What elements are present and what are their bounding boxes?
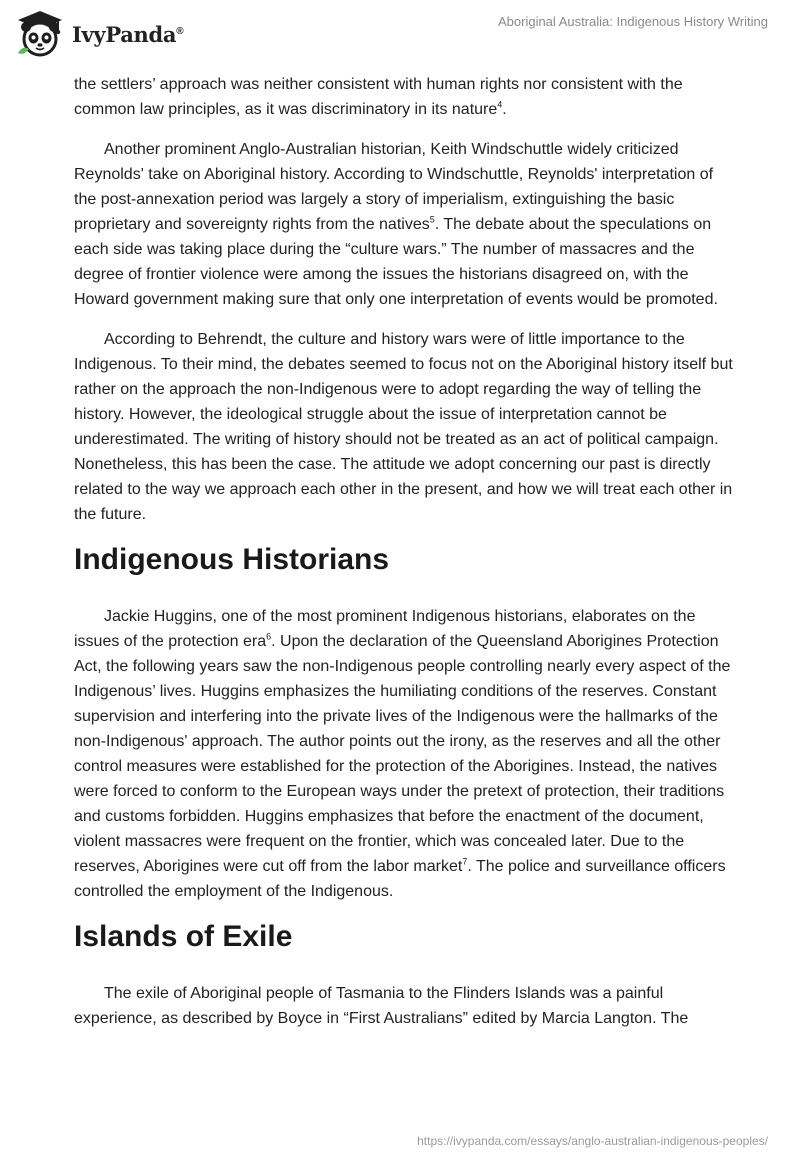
panda-mascot-icon: [14, 9, 66, 59]
footnote-ref-7[interactable]: 7: [462, 856, 468, 867]
paragraph-4: Jackie Huggins, one of the most prominent Indigenous historians, elaborates on the issues of the protection era$^6$. Upon the declaration of the Queensland Aborigines Protection Act, the following years saw the non-Indigenous people controlling nearly every aspect of the Indigenous’ lives. Huggins emphasizes the humiliating conditions of the reserves. Constant supervision and interfering into the private lives of the Indigenous were the hallmarks of the non-Indigenous' approach. The author points out the irony, as the reserves and all the other control measures were established for the protection of the Aborigines. Instead, the natives were forced to conform to the European ways under the pretext of protection, their traditions and customs forbidden. Huggins emphasizes that before the enactment of the document, violent massacres were frequent on the frontier, which was concealed later. Due to the reserves, Aborigines were cut off from the labor market$^7$. The police and surveillance officers controlled the employment of the Indigenous.: [74, 608, 731, 900]
footnote-ref-4[interactable]: 4: [497, 99, 503, 110]
document-title: Aboriginal Australia: Indigenous History Writing: [497, 14, 768, 29]
paragraph-1: the settlers’ approach was neither consistent with human rights nor consistent with the common law principles, as it was discriminatory in its nature$^4$.: [74, 76, 683, 118]
essay-content: [74, 72, 734, 1046]
footnote-ref-6[interactable]: 6: [266, 631, 272, 642]
page-header: [0, 0, 800, 70]
heading-indigenous-historians: Indigenous Historians: [74, 543, 390, 576]
brand-name: IvyPanda®: [72, 21, 184, 47]
paragraph-5: The exile of Aboriginal people of Tasmania to the Flinders Islands was a painful experience, as described by Boyce in “First Australians” edited by Marcia Langton. The: [74, 985, 689, 1027]
footnote-ref-5[interactable]: 5: [429, 214, 435, 225]
heading-islands-of-exile: Islands of Exile: [74, 920, 293, 953]
paragraph-3: According to Behrendt, the culture and history wars were of little importance to the Indigenous. To their mind, the debates seemed to focus not on the Aboriginal history itself but rather on the approach the non-Indigenous were to adopt regarding the way of telling the history. However, the ideological struggle about the issue of interpretation cannot be underestimated. The writing of history should not be treated as an act of political campaign. Nonetheless, this has been the case. The attitude we adopt concerning our past is directly related to the way we approach each other in the present, and how we will treat each other in the future.: [74, 331, 733, 523]
paragraph-2: Another prominent Anglo-Australian historian, Keith Windschuttle widely criticized Reynolds' take on Aboriginal history. According to Windschuttle, Reynolds' interpretation of the post-annexation period was largely a story of imperialism, extinguishing the basic proprietary and sovereignty rights from the natives$^5$. The debate about the speculations on each side was taking place during the “culture wars.” The number of massacres and the degree of frontier violence were among the issues the historians disagreed on, with the Howard government making sure that only one interpretation of events would be promoted.: [74, 141, 718, 308]
source-url[interactable]: https://ivypanda.com/essays/anglo-australian-indigenous-peoples/: [417, 1134, 768, 1148]
ivypanda-logo[interactable]: [14, 8, 184, 60]
